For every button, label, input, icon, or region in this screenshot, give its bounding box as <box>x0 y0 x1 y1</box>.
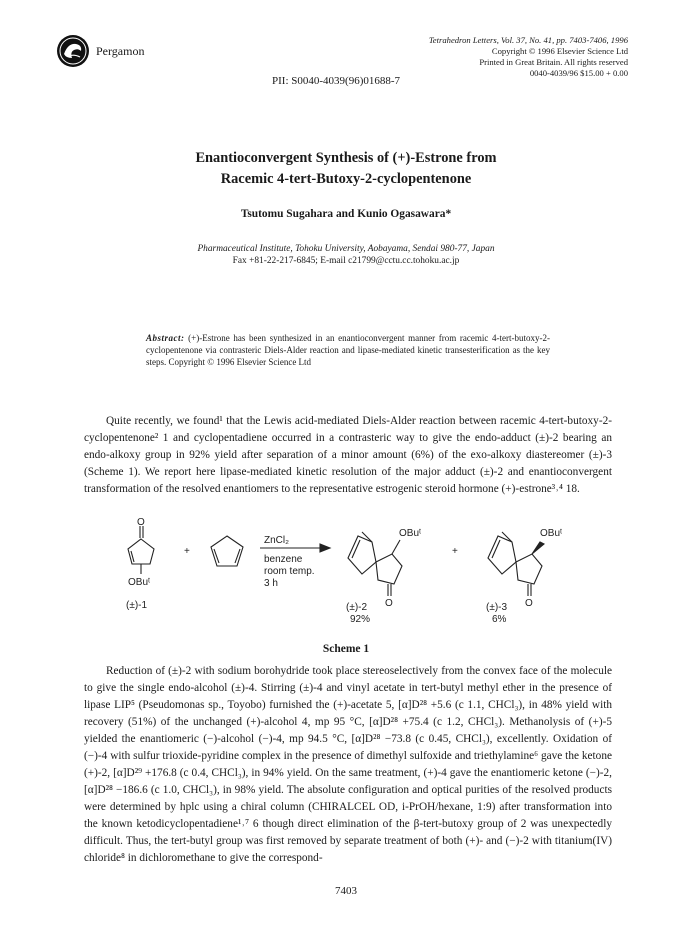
body-paragraph-1 <box>84 413 612 498</box>
publisher-name: Pergamon <box>96 44 145 58</box>
authors: Tsutomu Sugahara and Kunio Ogasawara* <box>240 208 452 220</box>
compound-3-structure <box>488 532 544 596</box>
page-number: 7403 <box>335 885 357 897</box>
c3-obu: OBuᵗ <box>540 528 563 539</box>
compound-2-structure <box>348 532 402 596</box>
c2-oxygen: O <box>385 598 393 609</box>
contact: Fax +81-22-217-6845; E-mail c21799@cctu.cc.tohoku.ac.jp <box>232 256 460 266</box>
plus-sign-1: + <box>184 546 190 557</box>
pergamon-logo <box>56 34 90 68</box>
solvent-label: benzene <box>264 554 303 565</box>
title-line-1: Enantioconvergent Synthesis of (+)-Estrone from <box>195 150 497 166</box>
body-paragraph-2 <box>84 663 612 867</box>
abstract <box>146 332 550 368</box>
affiliation: Pharmaceutical Institute, Tohoku University, Aobayama, Sendai 980-77, Japan <box>197 244 495 254</box>
title-line-2: Racemic 4-tert-Butoxy-2-cyclopentenone <box>220 171 472 187</box>
temperature-label: room temp. <box>264 566 315 577</box>
scheme-1-figure <box>110 518 590 638</box>
journal-line: Tetrahedron Letters, Vol. 37, No. 41, pp. 7403-7406, 1996 <box>428 35 628 45</box>
label-compound-1: (±)-1 <box>126 600 148 611</box>
reagent-label: ZnCl₂ <box>264 535 289 546</box>
copyright-line: Copyright © 1996 Elsevier Science Ltd <box>491 46 628 56</box>
paragraph-2-text: Reduction of (±)-2 with sodium borohydride took place stereoselectively from the convex face of the molecule to give the single endo-alcohol (±)-4. Stirring (±)-4 and vinyl acetate in tert-butyl methyl ether in the presence of lipase LIP⁵ (Pseudomonas sp., Toyobo) furnished the (+)-acetate 5, [α]D²⁸ +5.6 (c 1.1, CHCl₃), in 48% yield with recovery (51%) of the unchanged (+)-alcohol 4, mp 95 °C, [α]D²⁸ +75.4 (c 1.2, CHCl₃). Methanolysis of (+)-5 yielded the enantiomeric (−)-alcohol (−)-4, mp 94.5 °C, [α]D²⁸ −73.8 (c 0.45, CHCl₃), excellently. Oxidation of (−)-4 with sulfur trioxide-pyridine complex in the presence of dimethyl sulfoxide and triethylamine⁶ gave the ketone (+)-2, [α]D²⁹ +176.8 (c 0.4, CHCl₃), in 94% yield. On the same treatment, (+)-4 gave the enantiomeric ketone (−)-2, [α]D²⁸ −186.6 (c 1.0, CHCl₃), in 98% yield. The absolute configuration and optical purities of the resolved products were determined by hplc using a chiral column (CHIRALCEL OD, i-PrOH/hexane, 1:9) after transformation into the known ketodicyclopentadiene¹˒⁷ 6 though direct elimination of the β-tert-butoxy group of 2 was unexpectedly difficult. Thus, the tert-butyl group was first removed by separate treatment of both (+)- and (−)-2 with titanium(IV) chloride⁸ in dichloromethane to give the correspond- <box>84 665 612 864</box>
paragraph-1-text: Quite recently, we found¹ that the Lewis acid-mediated Diels-Alder reaction between racemic 4-tert-butoxy-2-cyclopentenone² 1 and cyclopentadiene occurred in a contrasteric way to give the endo-adduct (±)-2 bearing an endo-alkoxy group in 92% yield after separation of a minor amount (6%) of the exo-alkoxy diastereomer (±)-3 (Scheme 1). We report here lipase-mediated kinetic resolution of the major adduct (±)-2 and enantioconvergent transformation of the resolved enantiomers to the representative estrogenic steroid hormone (+)-estrone³˒⁴ 18. <box>84 415 612 495</box>
affiliation-block <box>0 243 692 267</box>
c1-oxygen: O <box>137 518 145 528</box>
c1-obu: OBuᵗ <box>128 577 151 588</box>
scheme-caption: Scheme 1 <box>322 643 370 655</box>
plus-sign-2: + <box>452 546 458 557</box>
c2-obu: OBuᵗ <box>399 528 422 539</box>
printed-line: Printed in Great Britain. All rights reserved <box>479 57 628 67</box>
price-line: 0040-4039/96 $15.00 + 0.00 <box>529 68 628 78</box>
c3-oxygen: O <box>525 598 533 609</box>
abstract-text: (+)-Estrone has been synthesized in an enantioconvergent manner from racemic 4-tert-butoxy-2-cyclopentenone via contrasteric Diels-Alder reaction and lipase-mediated kinetic transesterification as the key steps. Copyright © 1996 Elsevier Science Ltd <box>146 333 550 367</box>
journal-meta <box>429 35 628 79</box>
cyclopentadiene-ring <box>211 536 243 566</box>
pii: PII: S0040-4039(96)01688-7 <box>272 75 401 87</box>
compound-1-ring <box>128 539 154 564</box>
label-compound-2: (±)-2 <box>346 602 368 613</box>
yield-compound-2: 92% <box>350 614 371 625</box>
time-label: 3 h <box>264 578 278 589</box>
label-compound-3: (±)-3 <box>486 602 508 613</box>
yield-compound-3: 6% <box>492 614 507 625</box>
article-title <box>0 148 692 190</box>
abstract-label: Abstract: <box>146 333 185 343</box>
